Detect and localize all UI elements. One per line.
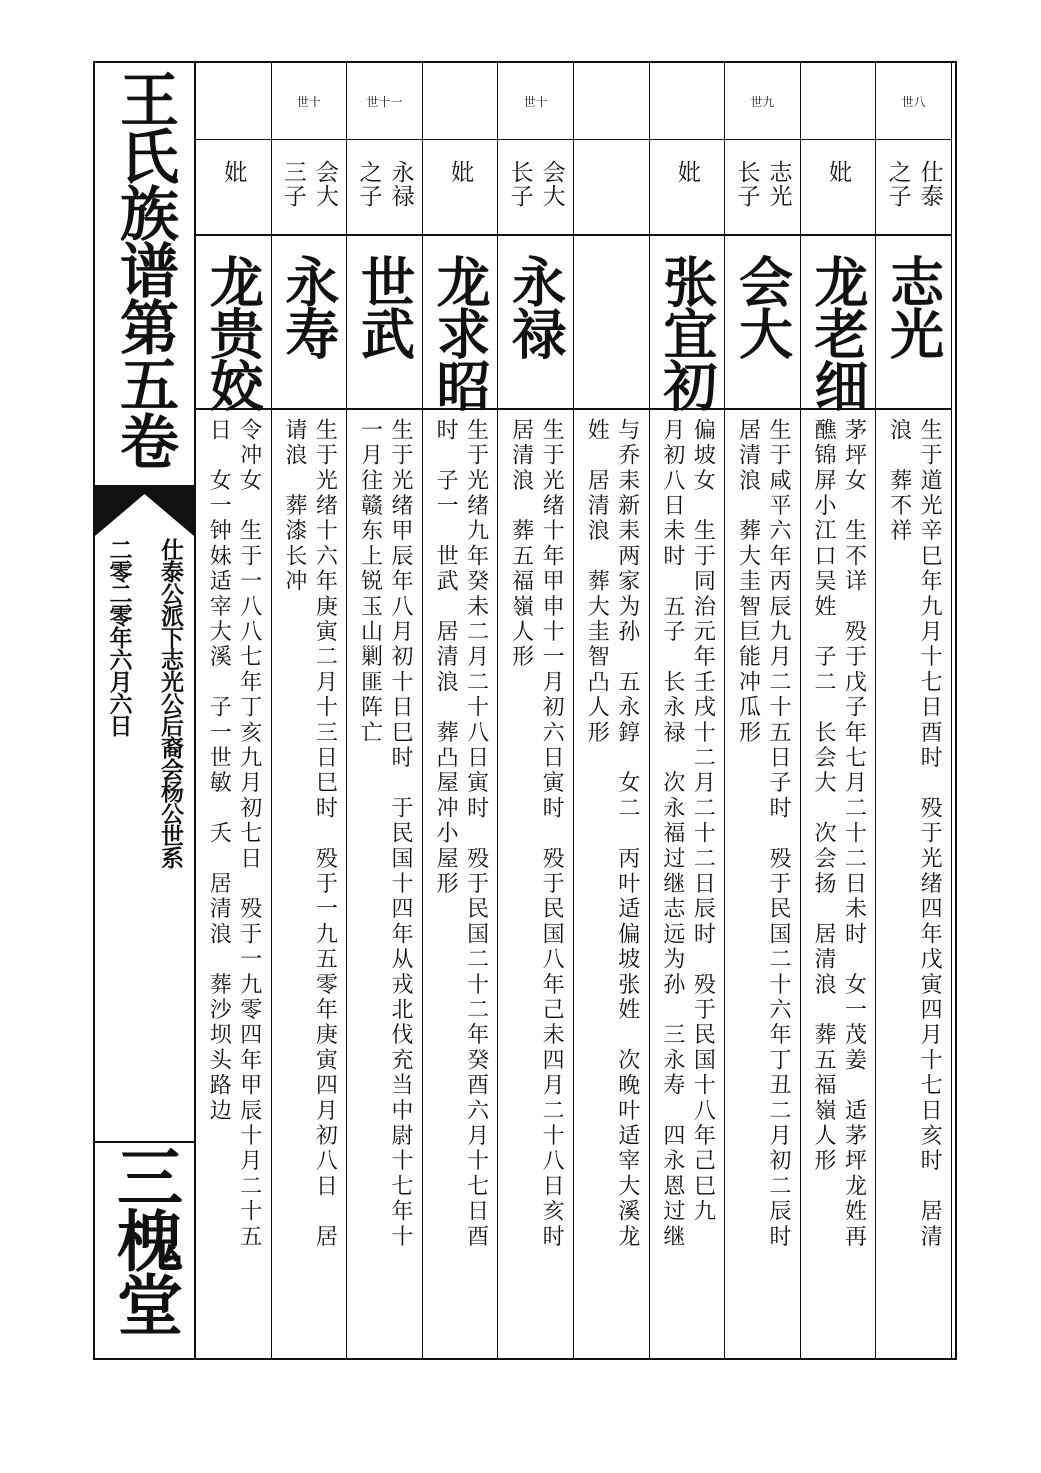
generation-cell bbox=[650, 63, 725, 140]
name-cell bbox=[801, 238, 876, 410]
person-name: 志光 bbox=[881, 254, 946, 358]
name-cell bbox=[423, 238, 498, 410]
name-cell bbox=[347, 238, 422, 410]
person-column bbox=[876, 63, 951, 1358]
volume-title: 王氏族谱第五卷 bbox=[110, 69, 179, 468]
date-wrap bbox=[97, 538, 141, 1143]
person-name: 龙求昭 bbox=[428, 254, 493, 410]
person-column bbox=[196, 63, 272, 1358]
generation-cell bbox=[574, 63, 649, 140]
person-column bbox=[725, 63, 801, 1358]
person-column bbox=[801, 63, 877, 1358]
person-name: 永禄 bbox=[503, 254, 568, 358]
biography-cell bbox=[574, 412, 649, 1358]
generation-cell bbox=[801, 63, 876, 140]
generation-label: 世十 bbox=[523, 94, 548, 109]
person-column bbox=[423, 63, 499, 1358]
relation-label: 会大 三子 bbox=[279, 160, 338, 208]
hall-name: 三槐堂 bbox=[105, 1143, 184, 1335]
generation-cell bbox=[876, 63, 951, 140]
relation-label: 永禄 之子 bbox=[355, 160, 414, 208]
generation-cell bbox=[347, 63, 422, 140]
compile-date: 二零二零年六月六日 bbox=[105, 538, 133, 736]
person-name: 龙老细 bbox=[806, 254, 871, 410]
relation-label: 仕泰 之子 bbox=[884, 160, 943, 208]
relation-label: 妣 bbox=[447, 160, 474, 184]
biography-text: 与乔耒新耒两家为孙 五永錞 女二 丙叶适偏坡张姓 次晚叶适宰大溪龙 姓 居清浪 葬大圭智凸人形 bbox=[584, 418, 640, 1250]
biography-cell bbox=[876, 412, 951, 1358]
generation-label: 世十 bbox=[296, 94, 321, 109]
biography-text: 生于咸平六年丙辰九月二十五日子时 殁于民国二十六年丁丑二月初二辰时 居清浪 葬大圭智巨能冲瓜形 bbox=[735, 418, 791, 1250]
biography-text: 生于道光辛巳年九月十七日酉时 殁于光绪四年戊寅四月十七日亥时 居清 浪 葬不祥 bbox=[886, 418, 943, 1250]
biography-cell bbox=[196, 412, 271, 1358]
biography-text: 偏坡女 生于同治元年壬戌十二月二十二日辰时 殁于民国十八年己巳九 月初八日未时 五子 长永禄 次永福过继志远为孙 三永寿 四永恩过继 bbox=[659, 418, 716, 1250]
person-column bbox=[347, 63, 423, 1358]
branch-title: 仕泰公派下志光公后裔会杨公世系 bbox=[157, 538, 184, 868]
generation-label: 世十一 bbox=[366, 94, 403, 109]
person-name: 龙贵姣 bbox=[201, 254, 266, 410]
volume-title-wrap bbox=[95, 69, 194, 485]
biography-cell bbox=[498, 412, 573, 1358]
name-cell bbox=[876, 238, 951, 410]
genealogy-columns bbox=[196, 63, 951, 1358]
relation-cell bbox=[272, 140, 347, 236]
person-name: 会大 bbox=[730, 254, 795, 358]
biography-text: 生于光绪十年甲申十一月初六日寅时 殁于民国八年己未四月二十八日亥时 居清浪 葬五福嶺人形 bbox=[508, 418, 565, 1250]
biography-cell bbox=[725, 412, 800, 1358]
person-name: 永寿 bbox=[276, 254, 341, 358]
person-name: 张宜初 bbox=[654, 254, 719, 410]
genealogy-page-frame bbox=[93, 61, 957, 1360]
relation-label: 妣 bbox=[220, 160, 247, 184]
name-cell bbox=[196, 238, 271, 410]
generation-cell bbox=[725, 63, 800, 140]
fishtail-ornament-icon bbox=[95, 486, 194, 536]
relation-cell bbox=[423, 140, 498, 236]
person-column bbox=[498, 63, 574, 1358]
relation-cell bbox=[347, 140, 422, 236]
generation-cell bbox=[498, 63, 573, 140]
relation-label: 妣 bbox=[825, 160, 852, 184]
person-column bbox=[650, 63, 726, 1358]
generation-cell bbox=[272, 63, 347, 140]
name-cell bbox=[574, 238, 649, 410]
relation-cell bbox=[801, 140, 876, 236]
relation-label: 志光 长子 bbox=[733, 160, 792, 208]
name-cell bbox=[725, 238, 800, 410]
relation-label: 妣 bbox=[673, 160, 700, 184]
generation-cell bbox=[196, 63, 271, 140]
name-cell bbox=[272, 238, 347, 410]
person-column bbox=[272, 63, 348, 1358]
branch-title-wrap bbox=[147, 538, 194, 1143]
name-cell bbox=[498, 238, 573, 410]
generation-cell bbox=[423, 63, 498, 140]
biography-cell bbox=[801, 412, 876, 1358]
biography-text: 茅坪女 生不详 殁于戊子年七月二十二日未时 女一茂姜 适茅坪龙姓再 醮锦屏小江口吴姓 子二 长会大 次会扬 居清浪 葬五福嶺人形 bbox=[811, 418, 867, 1250]
relation-cell bbox=[574, 140, 649, 236]
biography-cell bbox=[650, 412, 725, 1358]
person-column bbox=[574, 63, 650, 1358]
relation-cell bbox=[498, 140, 573, 236]
relation-cell bbox=[650, 140, 725, 236]
generation-label: 世九 bbox=[750, 94, 775, 109]
biography-text: 令冲女 生于一八八七年丁亥九月初七日 殁于一九零四年甲辰十月二十五 日 女一钟妹适宰大溪 子一世敏 夭 居清浪 葬沙坝头路边 bbox=[206, 418, 262, 1250]
biography-cell bbox=[347, 412, 422, 1358]
relation-cell bbox=[196, 140, 271, 236]
biography-text: 生于光绪九年癸未二月二十八日寅时 殁于民国二十二年癸酉六月十七日酉 时 子一 世武 居清浪 葬凸屋冲小屋形 bbox=[433, 418, 489, 1250]
biography-cell bbox=[272, 412, 347, 1358]
name-cell bbox=[650, 238, 725, 410]
biography-cell bbox=[423, 412, 498, 1358]
person-name: 世武 bbox=[352, 254, 417, 358]
relation-cell bbox=[725, 140, 800, 236]
title-spine bbox=[95, 63, 196, 1358]
relation-label: 会大 长子 bbox=[506, 160, 565, 208]
biography-text: 生于光绪十六年庚寅二月十三日巳时 殁于一九五零年庚寅四月初八日 居 请浪 葬漆长冲 bbox=[281, 418, 338, 1250]
hall-name-wrap bbox=[95, 1143, 194, 1358]
relation-cell bbox=[876, 140, 951, 236]
biography-text: 生于光绪甲辰年八月初十日巳时 于民国十四年从戎北伐充当中尉十七年十 一月往赣东上锐玉山剿匪阵亡 bbox=[357, 418, 413, 1250]
generation-label: 世八 bbox=[901, 94, 926, 109]
